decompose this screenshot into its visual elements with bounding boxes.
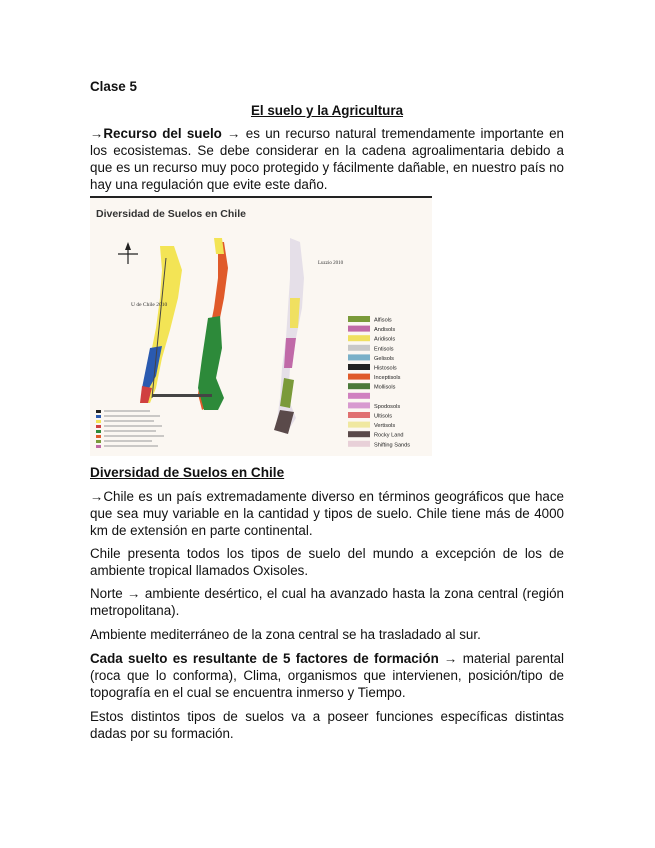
soil-map-illustration	[90, 198, 432, 456]
paragraph-funciones: Estos distintos tipos de suelos va a poseer funciones específicas distintas dadas por su formación.	[90, 709, 564, 741]
factores-body: → material parental (roca que lo conforma), Clima, organismos que intervienen, posición/tipo de topografía en el cual se encuentra inmerso y Tiempo.	[90, 651, 564, 700]
legend-swatch	[348, 431, 370, 437]
map-label-u-chile: U de Chile 2010	[131, 302, 168, 308]
paragraph-factores	[90, 650, 564, 701]
legend-label: Spodosols	[374, 403, 401, 410]
paragraph-tipos: Chile presenta todos los tipos de suelo del mundo a excepción de los de ambiente tropical llamados Oxisoles.	[90, 546, 564, 578]
recurso-arrow: →	[90, 126, 104, 141]
legend-swatch	[348, 364, 370, 370]
section-title: Diversidad de Suelos en Chile	[90, 465, 285, 480]
legend-label: Vertisols	[374, 423, 396, 430]
legend-label: Andisols	[374, 327, 396, 334]
compass-icon	[118, 242, 138, 264]
legend-swatch	[348, 402, 370, 408]
paragraph-norte: Norte → ambiente desértico, el cual ha avanzado hasta la zona central (región metropolitana).	[90, 586, 564, 618]
legend-swatch	[348, 316, 370, 322]
paragraph-recurso	[90, 125, 564, 193]
legend-swatch	[348, 393, 370, 399]
paragraph-chile: →Chile es un país extremadamente diverso en términos geográficos que hace que sea muy variable en la cantidad y tipos de suelo. Chile tiene más de 4000 km de extensión en parte continental.	[90, 489, 564, 538]
legend-left	[96, 410, 164, 448]
legend-label: Shifting Sands	[374, 442, 411, 449]
legend-label: Rocky Land	[374, 432, 404, 439]
legend-swatch	[348, 354, 370, 360]
legend-label: Alfisols	[374, 317, 392, 324]
class-label: Clase 5	[90, 79, 137, 94]
legend-swatch	[348, 412, 370, 418]
paragraph-mediterraneo: Ambiente mediterráneo de la zona central se ha trasladado al sur.	[90, 627, 481, 642]
legend-label: Entisols	[374, 346, 394, 353]
factores-lead: Cada suelto es resultante de 5 factores de formación	[90, 651, 439, 666]
recurso-lead: Recurso del suelo	[103, 126, 222, 141]
legend-swatch	[348, 383, 370, 389]
legend-swatch	[348, 345, 370, 351]
legend-swatch	[348, 326, 370, 332]
legend-label: Aridisols	[374, 336, 396, 343]
figure-title: Diversidad de Suelos en Chile	[96, 208, 246, 220]
map-label-luzzio: Luzzio 2010	[318, 261, 344, 266]
document-title: El suelo y la Agricultura	[250, 103, 404, 118]
legend-label: Mollisols	[374, 384, 396, 391]
soil-map-figure	[90, 196, 432, 456]
recurso-body: → es un recurso natural tremendamente importante en los ecosistemas. Se debe considerar en la cadena agroalimentaria debido a que es un recurso muy poco protegido y fácilmente dañable, en nuestro país no hay una regulación que evite este daño.	[90, 126, 564, 192]
legend-swatch	[348, 441, 370, 447]
soil-legend	[348, 316, 410, 448]
legend-label: Inceptisols	[374, 375, 401, 382]
legend-label: Gelisols	[374, 355, 394, 362]
legend-swatch	[348, 335, 370, 341]
legend-swatch	[348, 374, 370, 380]
legend-label: Histosols	[374, 365, 397, 372]
legend-label: Ultisols	[374, 413, 393, 420]
legend-swatch	[348, 422, 370, 428]
